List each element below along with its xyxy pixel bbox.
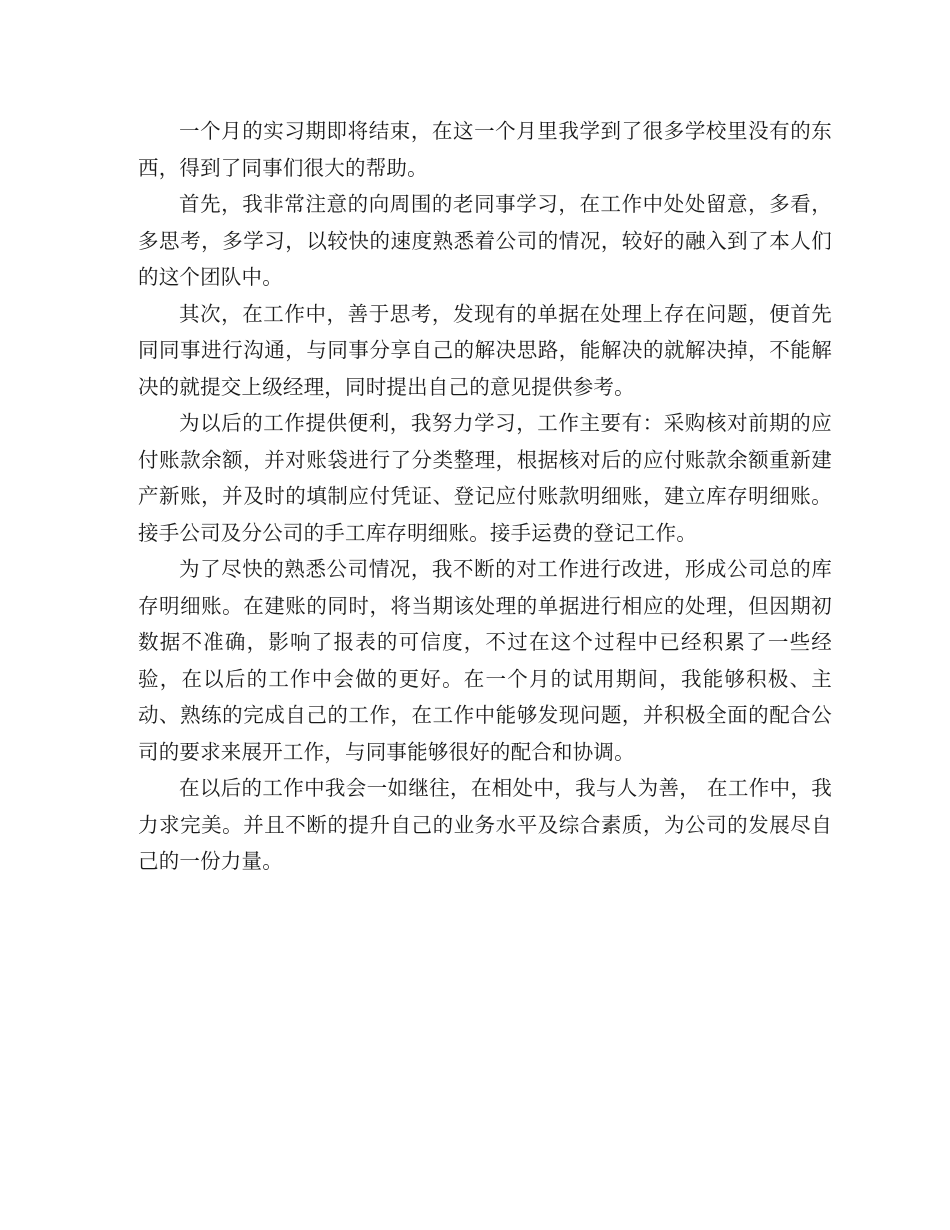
paragraph-2: 首先，我非常注意的向周围的老同事学习，在工作中处处留意，多看，多思考，多学习，以较快的速度熟悉着公司的情况，较好的融入到了本人们的这个团队中。 <box>138 192 832 289</box>
paragraph-5: 为了尽快的熟悉公司情况，我不断的对工作进行改进，形成公司总的库存明细账。在建账的同时，将当期该处理的单据进行相应的处理，但因期初数据不准确，影响了报表的可信度，不过在这个过程中已经积累了一些经验，在以后的工作中会做的更好。在一个月的试用期间，我能够积极、主动、熟练的完成自己的工作，在工作中能够发现问题，并积极全面的配合公司的要求来展开工作，与同事能够很好的配合和协调。 <box>138 557 832 764</box>
document-body <box>138 113 832 880</box>
paragraph-3: 其次，在工作中，善于思考，发现有的单据在处理上存在问题，便首先同同事进行沟通，与同事分享自己的解决思路，能解决的就解决掉，不能解决的就提交上级经理，同时提出自己的意见提供参考。 <box>138 301 832 399</box>
paragraph-1: 一个月的实习期即将结束，在这一个月里我学到了很多学校里没有的东西，得到了同事们很大的帮助。 <box>138 119 832 180</box>
paragraph-6: 在以后的工作中我会一如继往，在相处中，我与人为善， 在工作中，我力求完美。并且不断的提升自己的业务水平及综合素质，为公司的发展尽自己的一份力量。 <box>138 776 832 873</box>
paragraph-4: 为以后的工作提供便利，我努力学习，工作主要有：采购核对前期的应付账款余额，并对账袋进行了分类整理，根据核对后的应付账款余额重新建产新账，并及时的填制应付凭证、登记应付账款明细账，建立库存明细账。接手公司及分公司的手工库存明细账。接手运费的登记工作。 <box>138 411 832 545</box>
